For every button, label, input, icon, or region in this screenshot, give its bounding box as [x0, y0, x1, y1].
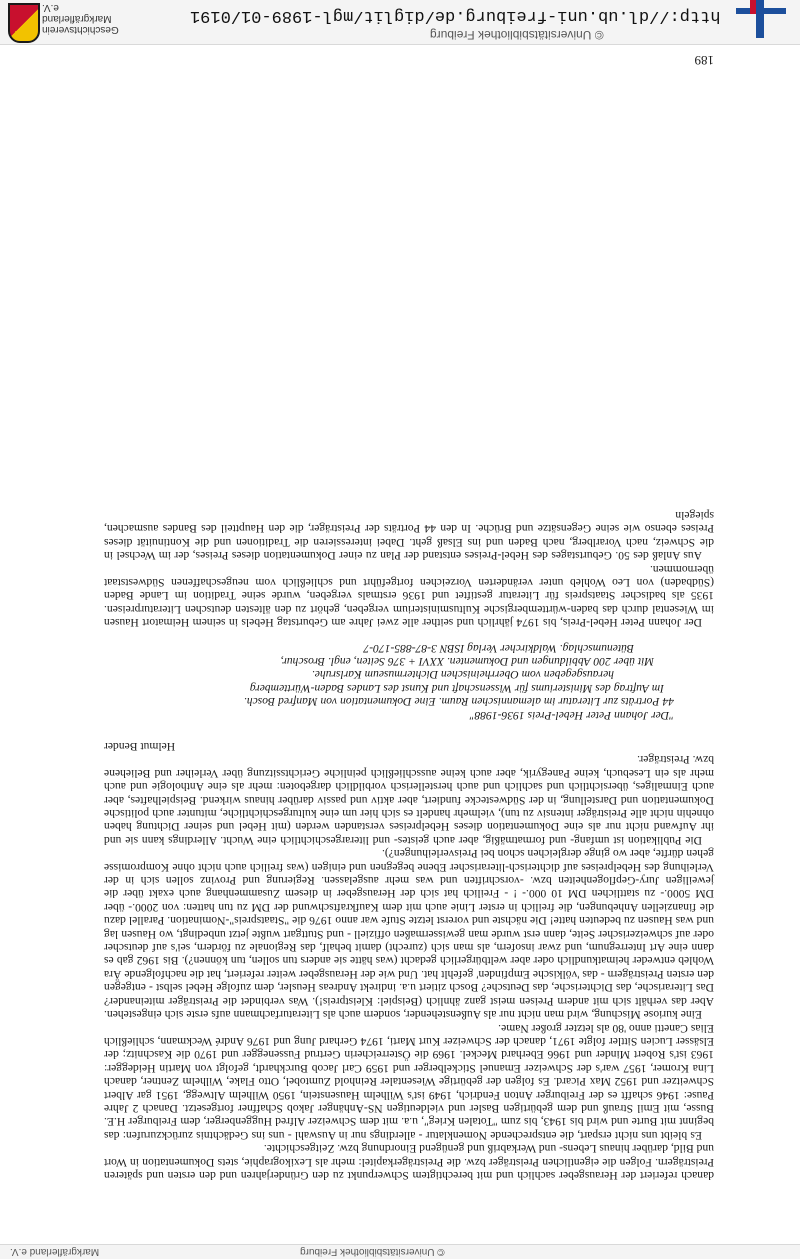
document-page	[104, 52, 714, 1182]
page-number: 189	[694, 53, 714, 68]
society-name: Geschichtsverein Markgräflerland e.V.	[42, 2, 119, 35]
footer-society: Markgräflerland e.V.	[10, 1246, 100, 1257]
paragraph: Die Publikation ist umfang- und formatmäßig, aber auch geistes- und literargeschichtlich eine Wucht. Allerdings kann sie und ihr Aufwand nicht nur als eine Dokumentation dieses Hebelpreises verstanden werden (mit Hebel und seiner Dichtung haben ohnehin nicht alle Preisträger intensiv zu tun), vielmehr handelt es sich hier um eine kulturgeschichtliche, mitunter auch politische Dokumentation und Darstellung, in der Südwestecke fundiert, aber aktiv und passiv darüber hinaus wirkend. Beispielhaftes, aber auch Einmaliges, übersichtlich und sachlich und auch herstellerisch vorbildlich dargeboten: mehr als eine Anthologie und auch mehr als ein Lesebuch, keine Panegyrik, aber auch keine ausschließlich peinliche Gerichtssitzung über Verleiher und Beliehene bzw. Preisträger.	[104, 753, 714, 847]
copyright-note: © Universitätsbibliothek Freiburg	[430, 28, 604, 42]
viewer-footer	[0, 1244, 800, 1259]
paragraph: Es bleibt uns nicht erspart, die entsprechende Nomenklatur - allerdings nur in Auswahl - uns ins Gedächtnis zurückzurufen: das beginnt mit Burte und wird bis 1943, bis zum "Totalen Krieg", u.a. mit dem Schweizer Alfred Huggenberger, dem Freiburger H.E. Busse, mit Emil Strauß und dem gebürtigen Basler und vieldeutigen NS-Anhänger Jakob Schaffner fortgesetzt. Danach 2 Jahre Pause: 1946 schafft es der Freiburger Anton Fendrich, 1949 ist's Wilhelm Hausenstein, 1950 Wilhelm Altwegg, 1951 gar Albert Schweitzer und 1952 Max Picard. Es folgen der gebürtige Wiesentaler Reinhold Zumtobel, Otto Flake, Wilhelm Zentner, danach Lina Kromer, 1957 war's der Schweizer Emanuel Stickelberger und 1959 Carl Jacob Burckhardt, gefolgt von Martin Heidegger: 1963 ist's Robert Minder und 1966 Eberhard Meckel. 1969 die Österreicherin Gertrud Fussenegger und 1970 die Kaschnitz; der Elsässer Lucien Sittler folgte 1971, danach der Schweizer Kurt Marti, 1974 Gerhard Jung und 1976 André Weckmann, schließlich Elias Canetti anno '80 als letzter großer Name.	[104, 1021, 714, 1142]
paragraph: Der Johann Peter Hebel-Preis, bis 1974 jährlich und seither alle zwei Jahre am Geburtstag Hebels in seinem Heimatort Hausen im Wiesental durch das baden-württembergische Kultusministerium vergeben, gehört zu den ältesten deutschen Literaturpreisen. 1935 als badischer Staatspreis für Literatur gestiftet und 1936 erstmals vergeben, wurde seine Tradition im Lande Baden (Südbaden) von Leo Wohleb unter veränderten Vorzeichen fortgeführt und schließlich vom neugeschaffenen Südweststaat übernommen.	[104, 562, 714, 630]
book-line: Bütenumschlag. Waldkircher Verlag ISBN 3-87-885-170-7	[363, 641, 634, 655]
viewer-header	[0, 0, 800, 45]
book-reference	[104, 641, 714, 721]
paragraph: Aus Anlaß des 50. Geburtstages des Hebel-Preises entstand der Plan zu einer Dokumentation dieses Preises, der im Wechsel in die Schweiz, nach Vorarlberg, nach Baden und ins Elsaß geht. Dabei interessieren die Traditionen und die Kontinuität dieses Preises ebenso wie seine Gegensätze und Brüche. In den 44 Porträts der Preisträger, die den Hauptteil des Bandes ausmachen, spiegeln	[104, 508, 714, 563]
book-line: Im Auftrag des Ministeriums für Wissenschaft und Kunst des Landes Baden-Württemberg	[249, 681, 664, 695]
paragraph: danach referiert der Herausgeber sachlich und mit berechtigtem Schwerpunkt zu den Gründerjahren und den ersten und späteren Preisträgern. Folgen die eigentlichen Preisträger bzw. die Preisträgerkapitel: mehr als Lexikographie, stets Dokumentation in Wort und Bild, darüber hinaus Lebens- und Werkabriß und genügend Einordnung bzw. Zeitgeschichte.	[104, 1142, 714, 1182]
book-line: herausgegeben vom Oberrheinischen Dichtermuseum Karlsruhe.	[311, 668, 614, 682]
signature: Helmut Bender	[104, 740, 176, 753]
document-url[interactable]: http://dl.ub.uni-freiburg.de/diglit/mgl-1989-01/0191	[190, 6, 721, 25]
library-logo-icon	[736, 0, 786, 40]
footer-copyright: © Universitätsbibliothek Freiburg	[300, 1246, 445, 1257]
book-subtitle: 44 Porträts zur Literatur im alemannischen Raum. Eine Dokumentation von Manfred Bosch.	[243, 695, 674, 709]
paragraph: Eine kuriose Mischung, wird man nicht nur als Außenstehender, sondern auch als Literaturfachmann aufs erste sich eingestehen. Aber das verhält sich mit andern Preisen meist ganz ähnlich (Beispiel: Kleistpreis!). Was verbindet die Preisträger miteinander? Das Literarische, das Dichterische, das Deutsche? Bosch zitiert u.a. indirekt Andreas Heusler, dem zufolge Hebel selbst - entgegen den ersten Preisträgern - das 'völkische Empfinden' gefehlt hat. Und wie der Herausgeber weiter referiert, hat die nachfolgende Ära Wohleb entweder heimatkundlich oder aber weltbürgerlich gedacht (was hätte sie anders tun sollen, tun können?). Bis 1962 gab es dann eine Art Interregnum, und zwar insofern, als man sich (zurecht) damit behalf, das Regionale zu fördern, sei's auf deutscher oder auf schweizerischer Seite, dann erst wurde man gewissermaßen offiziell - und Stuttgart wußte jetzt unbedingt, wo Hausen lag und was Hausen zu bedeuten hatte! Die nächste und vorerst letzte Stufe war anno 1976 die "Staatspreis"-Nomination. Parallel dazu die finanziellen Anhebungen, die freilich in erster Linie auch mit dem Kaufkraftschwund der DM zu tun hatten: von 2000.- über DM 5000.- zu stattlichen DM 10 000.- ! - Freilich hat sich der Herausgeber in diesem Zusammenhang auch exakt über die jeweiligen Jury-Gepflogenheiten bzw. -vorschriften und was mehr ausgelassen. Regierung und Provinz sollen sich in der Verleihung des Hebelpreises auf dichterisch-literarischer Ebene begegnen und einigen (was freilich auch nicht ohne Kompromisse gehen dürfte, aber wo ginge dergleichen schon bei Preisverleihungen?).	[104, 847, 714, 1022]
book-line: Mit über 200 Abbildungen und Dokumenten. XXVI + 376 Seiten, engl. Broschur,	[280, 654, 654, 668]
society-crest-icon	[8, 3, 40, 43]
book-title: "Der Johann Peter Hebel-Preis 1936-1988"	[469, 708, 674, 722]
